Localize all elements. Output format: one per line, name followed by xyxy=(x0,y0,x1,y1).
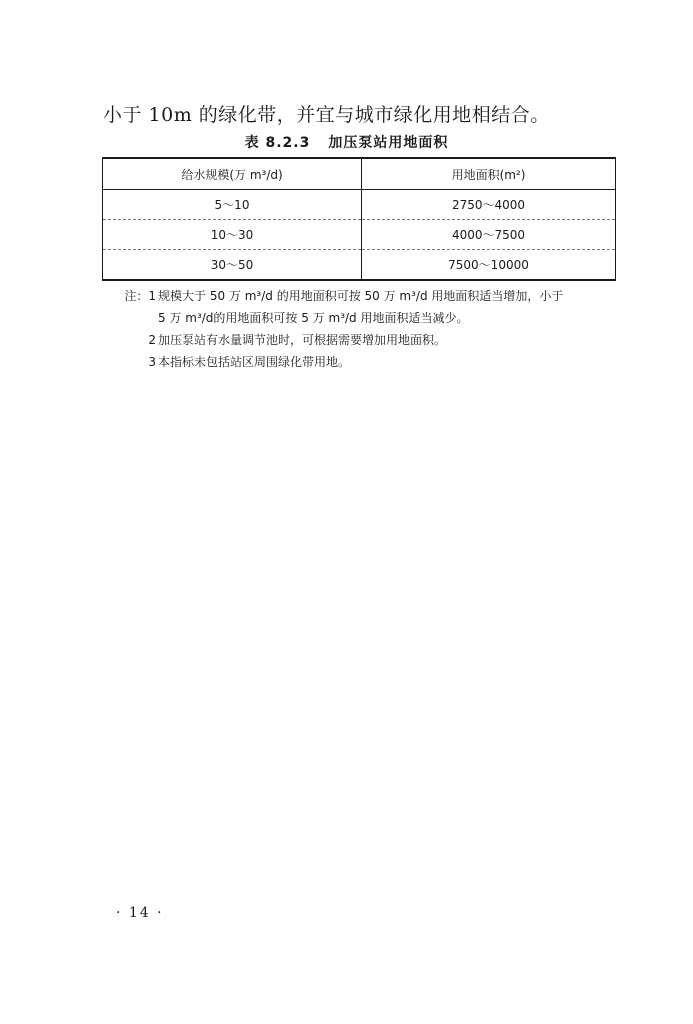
cell-area: 4000～7500 xyxy=(362,220,616,250)
table-title: 加压泵站用地面积 xyxy=(328,135,449,151)
table-row xyxy=(103,250,616,281)
table-notes xyxy=(124,285,630,373)
note-text-line: 加压泵站有水量调节池时，可根据需要增加用地面积。 xyxy=(158,333,447,347)
note-marker: 3 xyxy=(148,355,156,369)
note-item xyxy=(124,285,630,329)
header-water-supply-scale: 给水规模(万 m³/d) xyxy=(103,158,362,190)
note-text-line: 规模大于 50 万 m³/d 的用地面积可按 50 万 m³/d 用地面积适当增加，小于 xyxy=(158,289,564,303)
note-item xyxy=(130,351,630,373)
table-number: 表 8.2.3 xyxy=(244,135,311,151)
table-caption xyxy=(0,132,693,152)
cell-scale: 10～30 xyxy=(103,220,362,250)
header-land-area: 用地面积(m²) xyxy=(362,158,616,190)
note-item xyxy=(130,329,630,351)
cell-area: 7500～10000 xyxy=(362,250,616,281)
table-row xyxy=(103,190,616,220)
cell-scale: 5～10 xyxy=(103,190,362,220)
land-area-table xyxy=(102,157,616,281)
note-text-line: 本指标未包括站区周围绿化带用地。 xyxy=(158,355,351,369)
note-text-line: 5 万 m³/d的用地面积可按 5 万 m³/d 用地面积适当减少。 xyxy=(158,311,469,325)
cell-scale: 30～50 xyxy=(103,250,362,281)
cell-area: 2750～4000 xyxy=(451,198,526,212)
page-number: · 14 · xyxy=(116,905,164,921)
note-marker: 2 xyxy=(148,333,156,347)
continuation-paragraph: 小于 10m 的绿化带，并宜与城市绿化用地相结合。 xyxy=(103,104,550,126)
table-row xyxy=(103,220,616,250)
note-marker: 注：1 xyxy=(124,289,156,303)
table-header-row xyxy=(103,158,616,190)
